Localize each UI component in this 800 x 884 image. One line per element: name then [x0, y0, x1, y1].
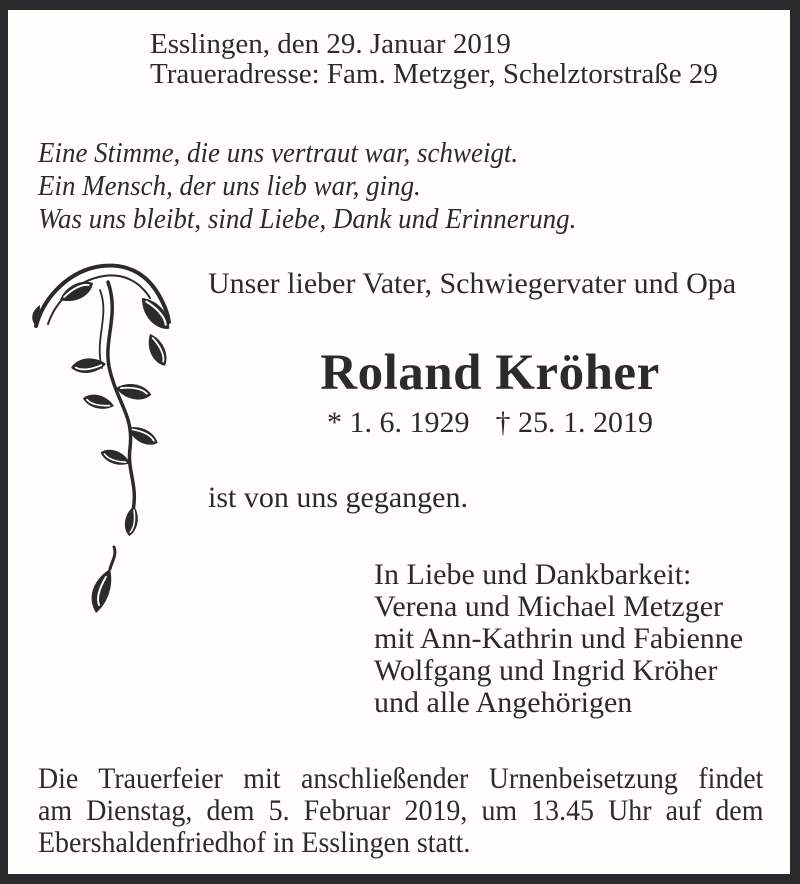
family-line: Verena und Michael Metzger	[374, 590, 724, 623]
memorial-verse	[38, 137, 576, 236]
deceased-name-block	[265, 344, 715, 402]
funeral-line: am Dienstag, dem 5. Februar 2019, um 13.45 Uhr auf dem	[38, 794, 764, 827]
family-line: Wolfgang und Ingrid Kröher	[374, 654, 718, 687]
family-line: In Liebe und Dankbarkeit:	[374, 558, 692, 591]
funeral-line: Ebershaldenfriedhof in Esslingen statt.	[38, 826, 471, 859]
branch-illustration	[30, 256, 195, 541]
verse-line: Was uns bleibt, sind Liebe, Dank und Erinnerung.	[38, 203, 577, 235]
birth-date: * 1. 6. 1929	[327, 406, 470, 439]
header-block	[150, 29, 718, 89]
deceased-name: Roland Kröher	[320, 345, 660, 401]
death-date: † 25. 1. 2019	[495, 406, 653, 439]
funeral-info	[38, 763, 763, 859]
dateline: Esslingen, den 29. Januar 2019	[150, 28, 511, 60]
funeral-line: Die Trauerfeier mit anschließender Urnenbeisetzung findet	[38, 762, 764, 795]
announcement-closing: ist von uns gegangen.	[208, 481, 468, 514]
mourning-address: Traueradresse: Fam. Metzger, Schelztorstraße 29	[150, 58, 718, 90]
falling-leaf-illustration	[84, 545, 126, 617]
verse-line: Eine Stimme, die uns vertraut war, schweigt.	[38, 137, 519, 169]
family-line: mit Ann-Kathrin und Fabienne	[374, 622, 744, 655]
family-block	[374, 559, 743, 719]
verse-line: Ein Mensch, der uns lieb war, ging.	[38, 170, 421, 202]
life-dates	[265, 406, 715, 440]
family-line: und alle Angehörigen	[374, 686, 633, 719]
announcement-intro: Unser lieber Vater, Schwiegervater und Opa	[208, 267, 737, 300]
